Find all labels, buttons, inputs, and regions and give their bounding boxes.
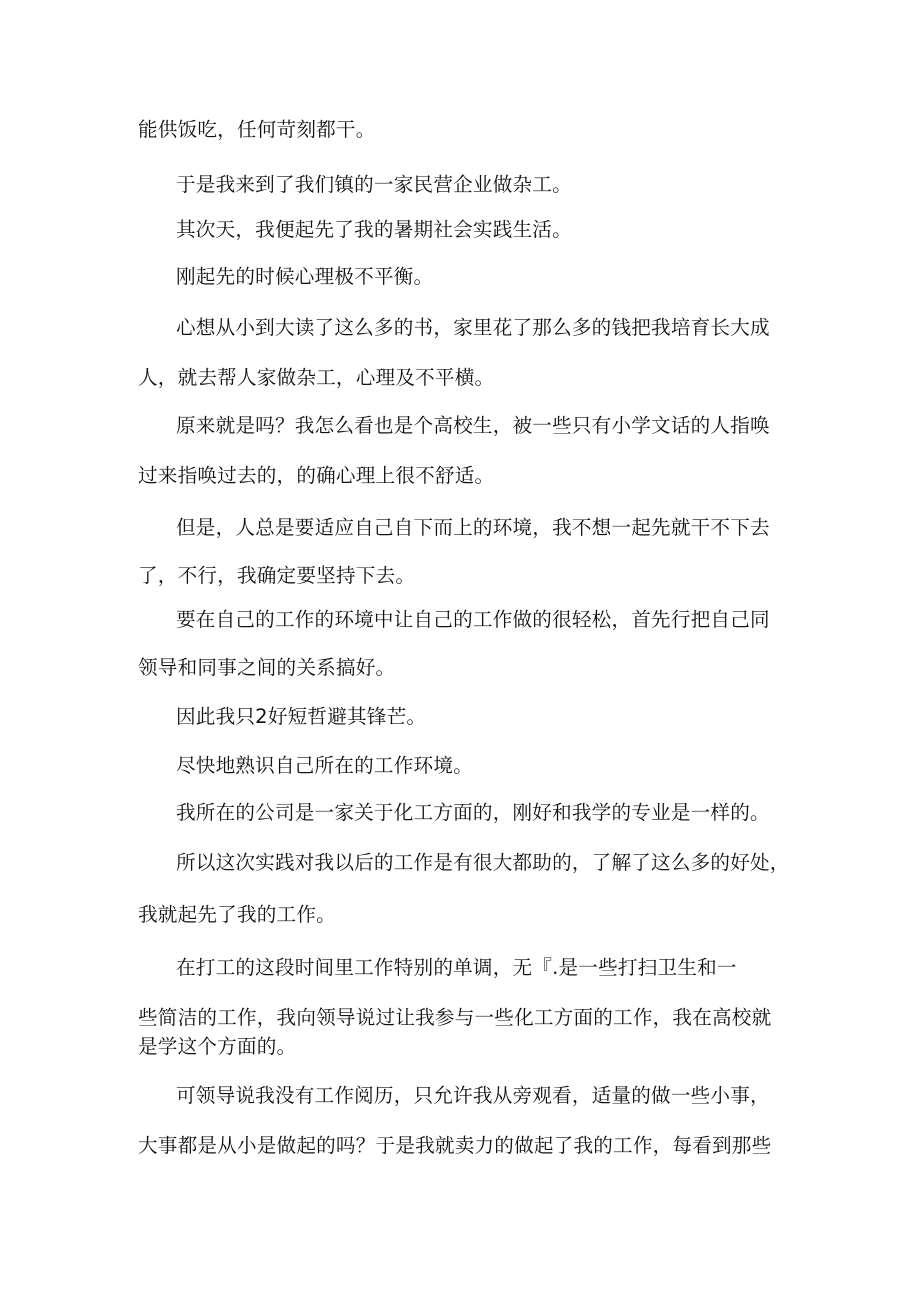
text-line: 但是，人总是要适应自己自下而上的环境，我不想一起先就干不下去: [176, 516, 770, 539]
text-line: 领导和同事之间的关系搞好。: [138, 656, 396, 679]
text-line: 原来就是吗？我怎么看也是个高校生，被一些只有小学文话的人指唤: [176, 414, 770, 437]
text-line: 刚起先的时候心理极不平衡。: [176, 265, 434, 288]
text-line: 我所在的公司是一家关于化工方面的，刚好和我学的专业是一样的。: [176, 801, 770, 824]
text-line: 于是我来到了我们镇的一家民营企业做杂工。: [176, 173, 572, 196]
text-line: 在打工的这段时间里工作特别的单调，无『.是一些打扫卫生和一: [176, 956, 737, 979]
text-line: 些简洁的工作，我向领导说过让我参与一些化工方面的工作，我在高校就: [138, 1006, 772, 1029]
text-line: 是学这个方面的。: [138, 1035, 297, 1058]
text-line: 尽快地熟识自己所在的工作环境。: [176, 754, 473, 777]
text-line: 能供饭吃，任何苛刻都干。: [138, 118, 376, 141]
text-line: 心想从小到大读了这么多的书，家里花了那么多的钱把我培育长大成: [176, 316, 770, 339]
text-line: 其次天，我便起先了我的暑期社会实践生活。: [176, 218, 572, 241]
text-line: 可领导说我没有工作阅历，只允许我从旁观看，适量的做一些小事，: [176, 1084, 770, 1107]
text-line: 因此我只2好短哲避其锋芒。: [176, 705, 427, 728]
text-line: 我就起先了我的工作。: [138, 903, 336, 926]
text-line: 人，就去帮人家做杂工，心理及不平横。: [138, 366, 495, 389]
text-line: 所以这次实践对我以后的工作是有很大都助的，了解了这么多的好处，: [176, 851, 790, 874]
text-line: 要在自己的工作的环境中让自己的工作做的很轻松，首先行把自己同: [176, 608, 770, 631]
text-line: 了，不行，我确定要坚持下去。: [138, 564, 416, 587]
text-line: 过来指唤过去的，的确心理上很不舒适。: [138, 464, 495, 487]
text-line: 大事都是从小是做起的吗？于是我就卖力的做起了我的工作，每看到那些: [138, 1134, 772, 1157]
